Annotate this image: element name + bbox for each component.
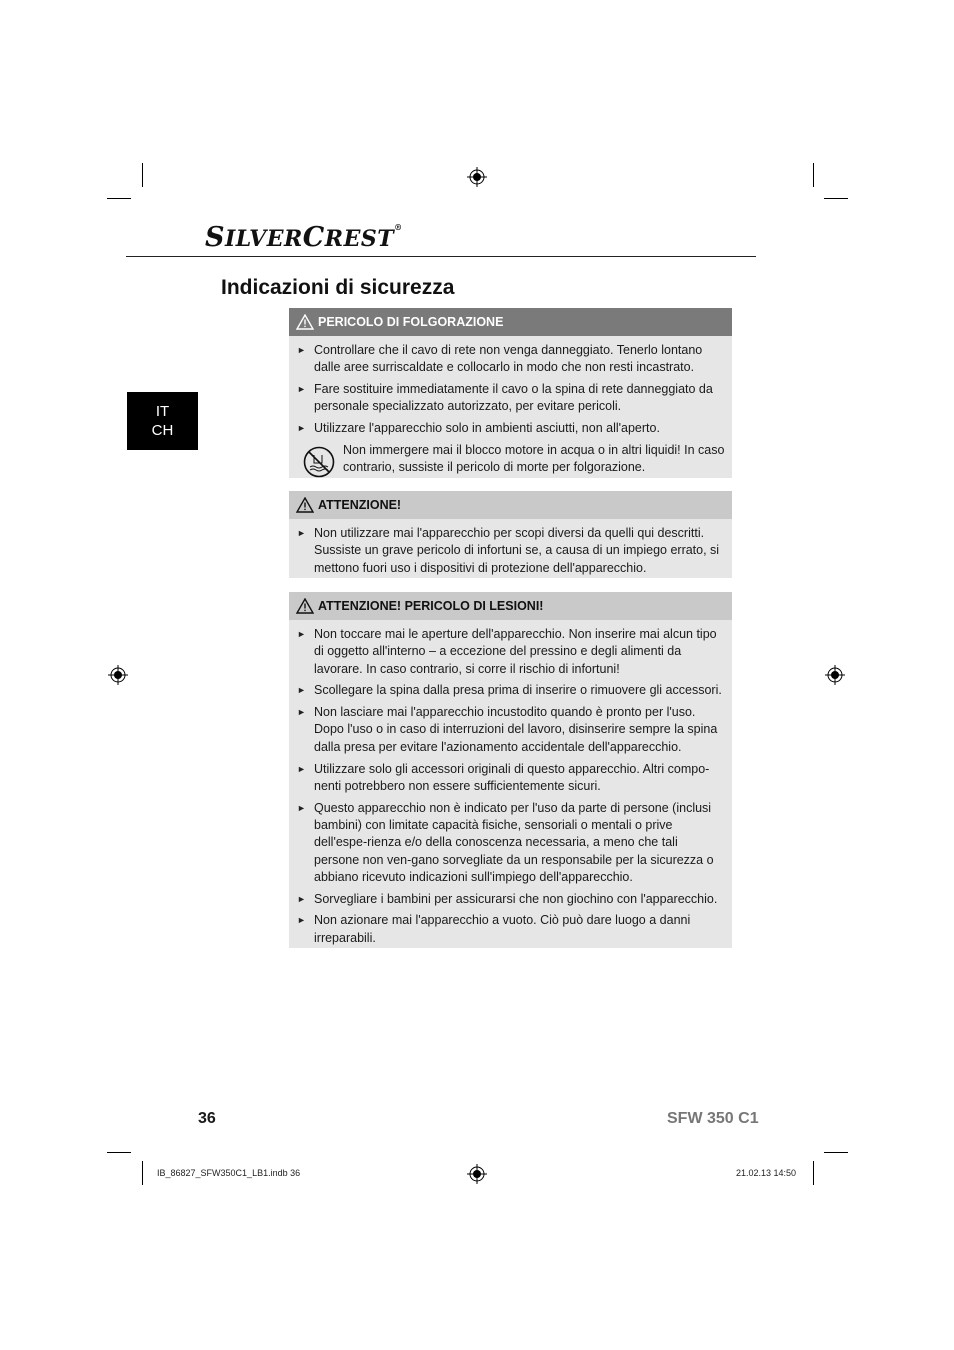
language-code-ch: CH [151,422,174,439]
warning-triangle-icon [296,314,314,330]
warning-section-attention [289,491,732,578]
list-item: ► Utilizzare solo gli accessori originali di questo apparecchio. Altri compo-nenti potrebbero non essere sufficientemente sicuri. [297,761,710,793]
no-immersion-icon [303,446,335,478]
model-name: SFW 350 C1 [667,1110,759,1127]
list-item: ► Controllare che il cavo di rete non venga danneggiato. Tenerlo lontano dalle aree surriscaldate e collocarlo in modo che non resti incastrato. [297,343,703,375]
header-rule [126,256,756,257]
section-heading: PERICOLO DI FOLGORAZIONE [289,308,732,336]
crop-mark [107,1152,131,1153]
list-item: ► Non utilizzare mai l'apparecchio per scopi diversi da quelli qui descritti. Sussiste un grave pericolo di infortuni se, a causa di un impiego errato, si mettono fuori uso i dispositivi di protezione dell'apparecchio. [297,526,720,575]
language-code-it: IT [155,403,170,420]
crop-mark [824,1152,848,1153]
section-heading: ATTENZIONE! PERICOLO DI LESIONI! [289,592,732,620]
crop-mark [142,163,143,187]
warning-section-injury [289,592,732,948]
page-number: 36 [198,1110,216,1127]
print-slug-file: IB_86827_SFW350C1_LB1.indb 36 [157,1168,301,1178]
brand-logo: SILVERCREST® [205,222,403,253]
crop-mark [142,1161,143,1185]
registration-mark-icon [825,665,845,685]
registration-mark-icon [467,167,487,187]
list-item: ► Sorvegliare i bambini per assicurarsi che non giochino con l'apparecchio. [297,891,718,906]
warning-triangle-icon [296,497,314,513]
registration-mark-icon [108,665,128,685]
list-item: ► Fare sostituire immediatamente il cavo o la spina di rete danneggiato da personale specializzato autorizzato, per evitare pericoli. [297,382,713,414]
print-slug-date: 21.02.13 14:50 [736,1168,797,1178]
crop-mark [813,163,814,187]
list-item: ► Questo apparecchio non è indicato per l'uso da parte di persone (inclusi bambini) con limitate capacità fisiche, sensoriali o mentali o prive dell'espe-rienza e/o della conoscenza necessaria, a meno che tali persone non ven-gano sorvegliate da un responsabile per la sicurezza o abbiano ricevuto indicazioni sull'impiego dell'apparecchio. [297,800,714,884]
crop-mark [813,1161,814,1185]
page-title: Indicazioni di sicurezza [221,276,455,299]
registration-mark-icon [467,1164,487,1184]
list-item: ► Non lasciare mai l'apparecchio incustodito quando è pronto per l'uso. Dopo l'uso o in caso di interruzioni del lavoro, disinserire sempre la spina dalla presa per evitare l'azionamento accidentale dell'apparecchio. [297,705,718,754]
list-item: ► Non toccare mai le aperture dell'apparecchio. Non inserire mai alcun tipo di oggetto all'interno – a eccezione del pressino e degli alimenti da lavorare. In caso contrario, si corre il rischio di infortuni! [297,627,717,676]
list-item: ► Utilizzare l'apparecchio solo in ambienti asciutti, non all'aperto. [297,421,660,436]
warning-triangle-icon [296,598,314,614]
list-item: ► Scollegare la spina dalla presa prima di inserire o rimuovere gli accessori. [297,683,722,698]
list-item: ► Non azionare mai l'apparecchio a vuoto. Ciò può dare luogo a danni irreparabili. [297,913,691,945]
icon-note: Non immergere mai il blocco motore in acqua o in altri liquidi! In caso contrario, sussiste il pericolo di morte per folgorazione. [303,442,726,483]
crop-mark [824,198,848,199]
section-heading: ATTENZIONE! [289,491,732,519]
language-tab [127,392,198,450]
crop-mark [107,198,131,199]
warning-section-electrocution [289,308,732,478]
